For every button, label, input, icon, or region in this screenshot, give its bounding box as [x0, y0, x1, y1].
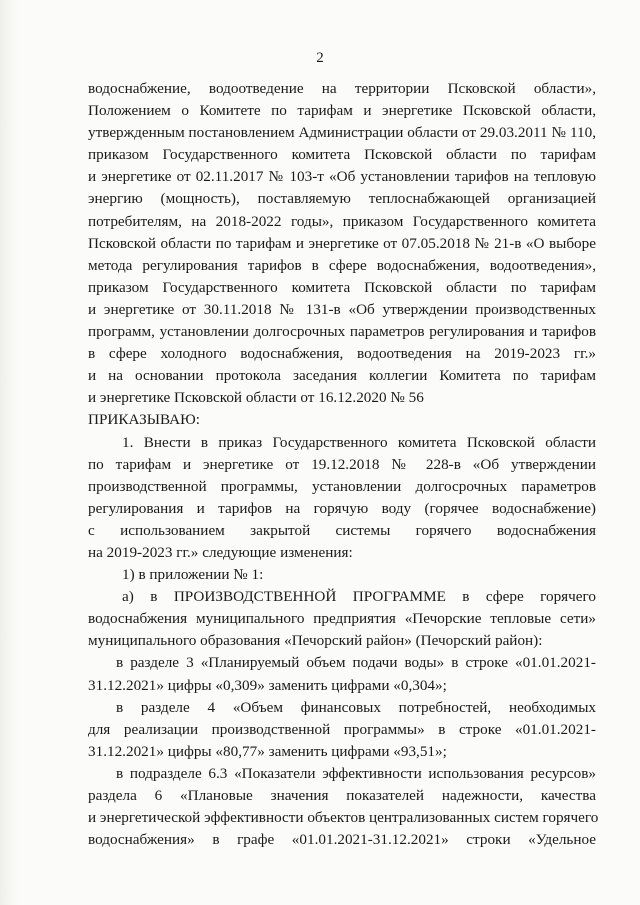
- text-line: энергию (мощность), поставляемую теплоснабжающей организацией: [88, 190, 596, 208]
- page-number: 2: [316, 50, 324, 66]
- text-line: программ, установлении долгосрочных параметров регулирования и тарифов: [88, 323, 596, 341]
- text-line: в подразделе 6.3 «Показатели эффективности использования ресурсов»: [116, 764, 596, 782]
- text-line: для реализации производственной программы» в строке «01.01.2021-: [88, 720, 596, 738]
- text-line: Положением о Комитете по тарифам и энергетике Псковской области,: [88, 102, 596, 120]
- text-line: в разделе 3 «Планируемый объем подачи воды» в строке «01.01.2021-: [116, 654, 596, 672]
- document-body: [88, 78, 599, 851]
- scan-edge-shadow: [0, 0, 18, 905]
- text-line: Псковской области по тарифам и энергетике от 07.05.2018 № 21-в «О выборе: [88, 234, 596, 252]
- text-line: а) в ПРОИЗВОДСТВЕННОЙ ПРОГРАММЕ в сфере горячего: [122, 588, 596, 606]
- text-line: потребителям, на 2018-2022 годы», приказом Государственного комитета: [88, 212, 596, 230]
- text-line: с использованием закрытой системы горячего водоснабжения: [88, 521, 596, 539]
- text-line: и энергетике Псковской области от 16.12.2020 № 56: [88, 389, 424, 407]
- text-line: приказом Государственного комитета Псковской области по тарифам: [88, 146, 596, 164]
- text-line: в сфере холодного водоснабжения, водоотведения на 2019-2023 гг.»: [88, 345, 596, 363]
- text-line: и на основании протокола заседания коллегии Комитета по тарифам: [88, 367, 596, 385]
- text-line: 1. Внести в приказ Государственного комитета Псковской области: [122, 433, 596, 451]
- text-line: водоснабжения муниципального предприятия «Печорские тепловые сети»: [88, 610, 596, 628]
- text-line: водоснабжения» в графе «01.01.2021-31.12.2021» строки «Удельное: [88, 831, 596, 849]
- order-heading: ПРИКАЗЫВАЮ:: [88, 411, 200, 429]
- text-line: по тарифам и энергетике от 19.12.2018 № 228-в «Об утверждении: [88, 455, 596, 473]
- text-line: муниципального образования «Печорский район» (Печорский район):: [88, 632, 543, 650]
- text-line: 31.12.2021» цифры «0,309» заменить цифрами «0,304»;: [88, 676, 447, 694]
- text-line: раздела 6 «Плановые значения показателей надежности, качества: [88, 787, 596, 804]
- text-line: водоснабжение, водоотведение на территории Псковской области»,: [88, 80, 596, 97]
- text-line: в разделе 4 «Объем финансовых потребностей, необходимых: [116, 698, 596, 716]
- text-line: на 2019-2023 гг.» следующие изменения:: [88, 543, 353, 561]
- text-line: утвержденным постановлением Администрации области от 29.03.2011 № 110,: [88, 124, 596, 142]
- text-line: 1) в приложении № 1:: [122, 566, 264, 584]
- text-line: производственной программы, установлении долгосрочных параметров: [88, 477, 596, 495]
- text-line: и энергетике от 02.11.2017 № 103-т «Об установлении тарифов на тепловую: [88, 168, 596, 186]
- text-line: метода регулирования тарифов в сфере водоснабжения, водоотведения»,: [88, 256, 596, 274]
- text-line: и энергетике от 30.11.2018 № 131-в «Об утверждении производственных: [88, 300, 596, 318]
- text-line: 31.12.2021» цифры «80,77» заменить цифрами «93,51»;: [88, 742, 447, 760]
- text-line: регулирования и тарифов на горячую воду (горячее водоснабжение): [88, 499, 596, 517]
- text-line: и энергетической эффективности объектов централизованных систем горячего: [88, 809, 599, 827]
- text-line: приказом Государственного комитета Псковской области по тарифам: [88, 278, 596, 296]
